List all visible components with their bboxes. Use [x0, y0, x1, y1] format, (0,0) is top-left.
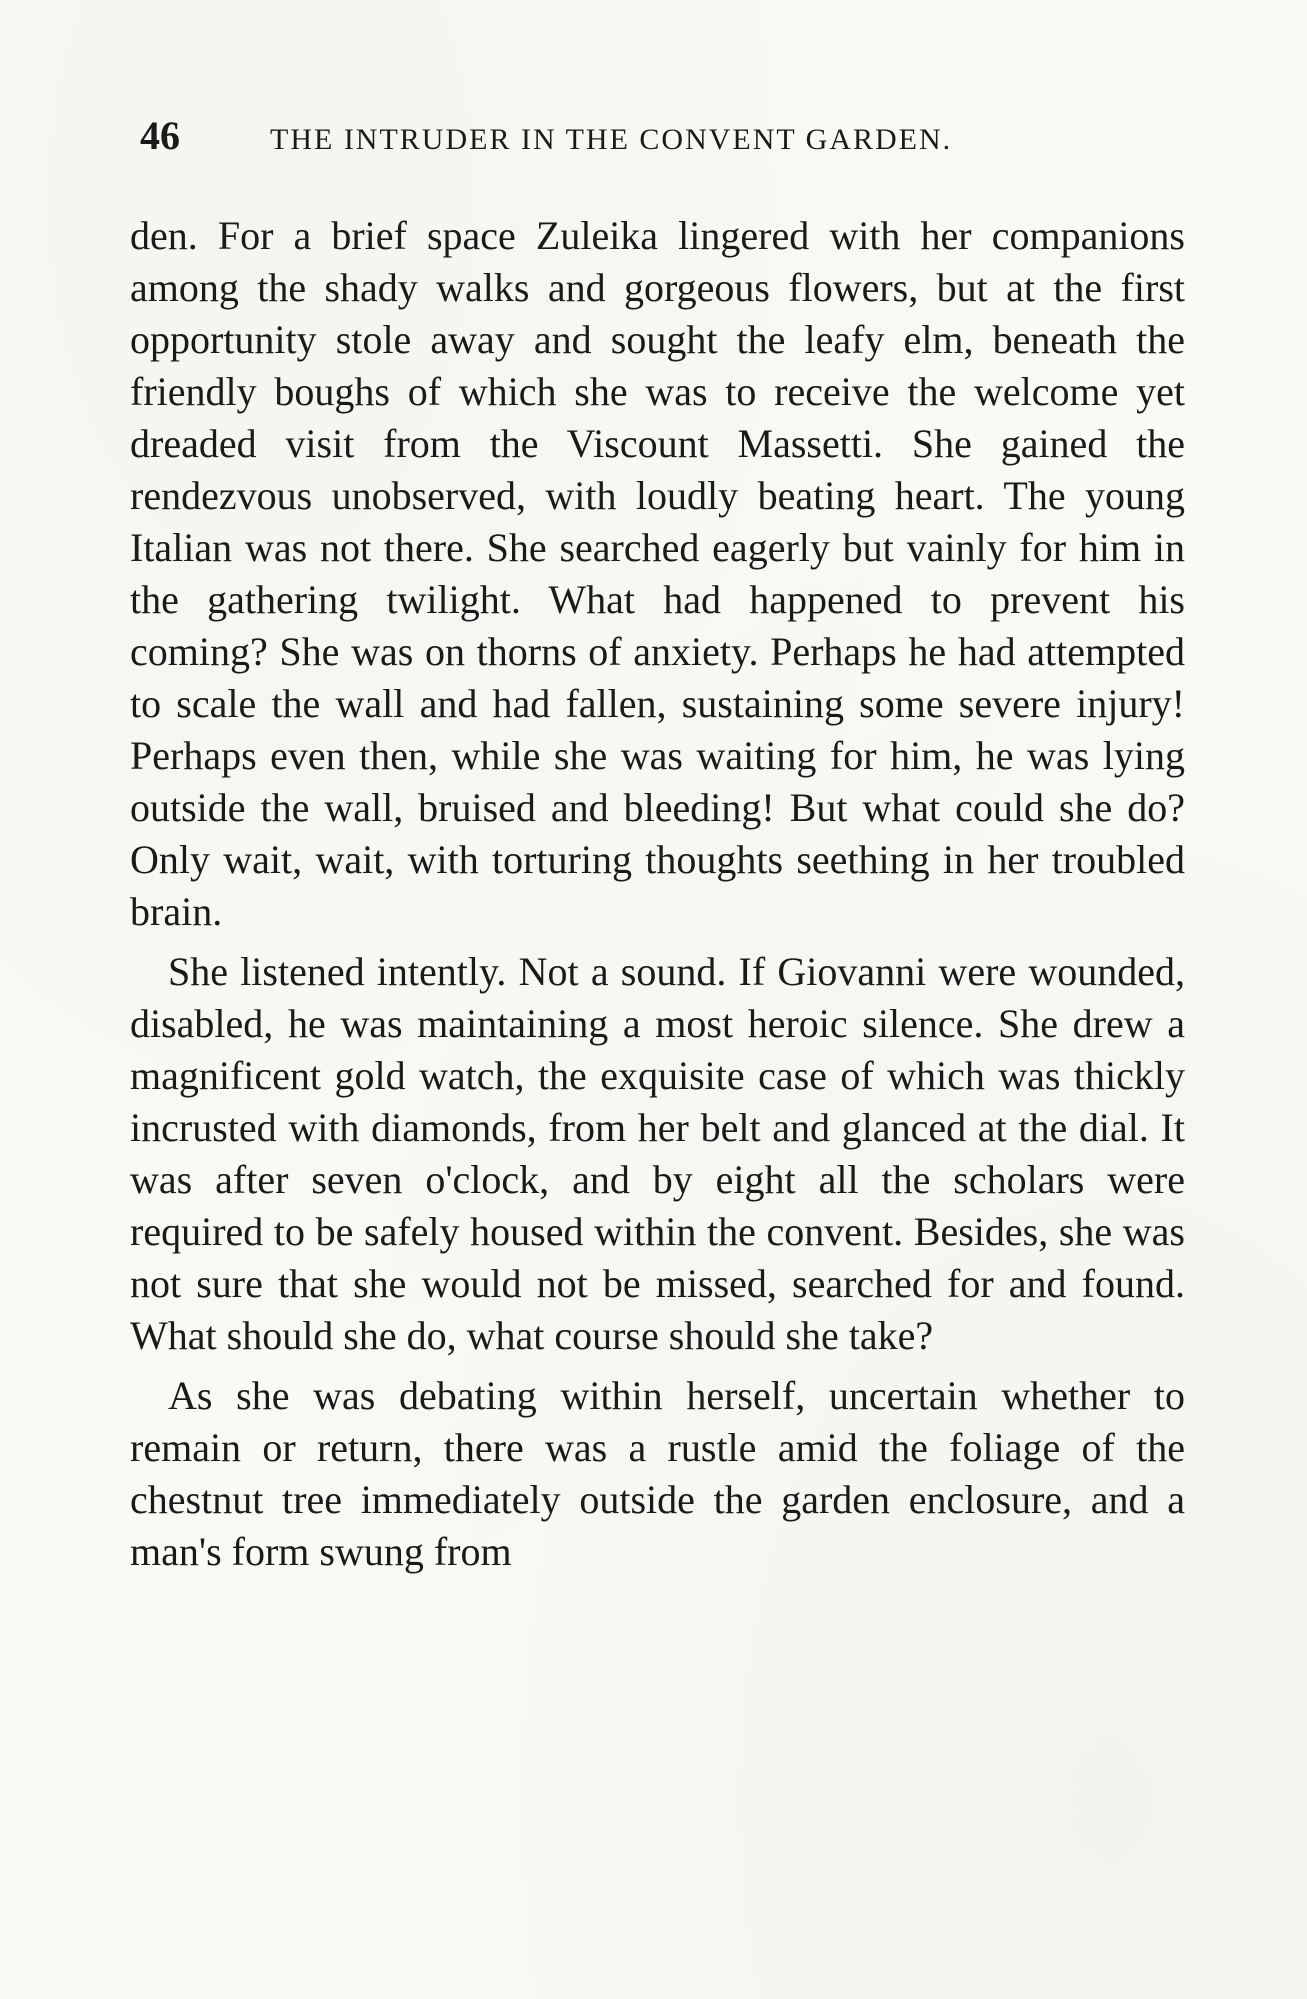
- paragraph-1: den. For a brief space Zuleika lingered with her companions among the shady walks and gorgeous flowers, but at the first opportunity stole away and sought the leafy elm, beneath the friendly boughs of which she was to receive the welcome yet dreaded visit from the Viscount Massetti. She gained the rendezvous unobserved, with loudly beating heart. The young Italian was not there. She searched eagerly but vainly for him in the gathering twilight. What had happened to prevent his coming? She was on thorns of anxiety. Perhaps he had attempted to scale the wall and had fallen, sustaining some severe injury! Perhaps even then, while she was waiting for him, he was lying outside the wall, bruised and bleeding! But what could she do? Only wait, wait, with torturing thoughts seething in her troubled brain.: [130, 213, 1185, 934]
- paragraph-2: She listened intently. Not a sound. If Giovanni were wounded, disabled, he was maintaining a most heroic silence. She drew a magnificent gold watch, the exquisite case of which was thickly incrusted with diamonds, from her belt and glanced at the dial. It was after seven o'clock, and by eight all the scholars were required to be safely housed within the convent. Besides, she was not sure that she would not be missed, searched for and found. What should she do, what course should she take?: [130, 949, 1185, 1358]
- running-head: THE INTRUDER IN THE CONVENT GARDEN.: [270, 123, 953, 156]
- body-text: [130, 210, 1185, 1578]
- page-header: [140, 112, 1180, 172]
- page-number: 46: [140, 113, 180, 158]
- paragraph-3: As she was debating within herself, uncertain whether to remain or return, there was a rustle amid the foliage of the chestnut tree immediately outside the garden enclosure, and a man's form swung from: [130, 1373, 1185, 1574]
